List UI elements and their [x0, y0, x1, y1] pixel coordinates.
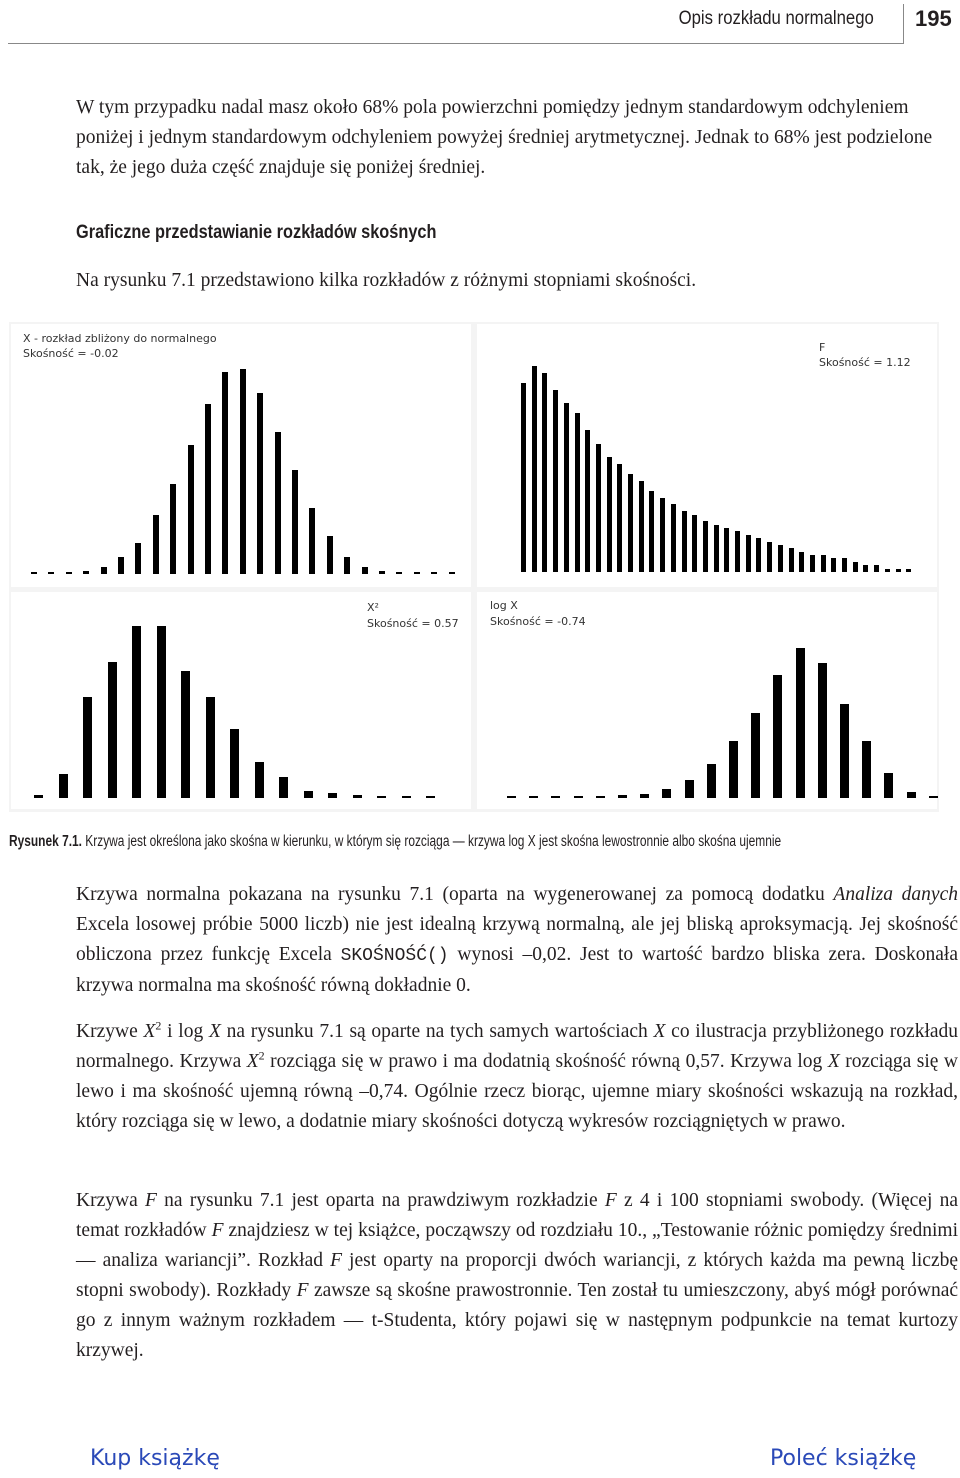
histogram-bar [896, 569, 901, 572]
histogram-bar [59, 774, 68, 798]
histogram-bar [402, 796, 411, 798]
histogram-bar [692, 515, 697, 572]
histogram-bar [205, 404, 211, 574]
histogram-bar [353, 795, 362, 798]
histogram-bar [773, 675, 782, 798]
histogram-bar [735, 531, 740, 572]
histogram-bar [574, 796, 583, 798]
histogram-bar [83, 571, 89, 574]
histogram-bar [818, 663, 827, 798]
histogram-bar [206, 697, 215, 798]
histogram-bar [118, 557, 124, 574]
histogram-bar [240, 369, 246, 574]
histogram-bar [507, 796, 516, 798]
histogram-bar [551, 796, 560, 798]
histogram-bar [66, 572, 72, 574]
histogram-bar [153, 515, 159, 574]
histogram-bar [135, 543, 141, 574]
histogram-bar [83, 697, 92, 798]
histogram-bar [132, 626, 141, 798]
chart-x2-panel [11, 592, 471, 809]
histogram-bar [542, 373, 547, 572]
histogram-bar [275, 432, 281, 574]
histogram-bar [662, 789, 671, 798]
histogram-bar [707, 764, 716, 799]
histogram-bar [618, 795, 627, 798]
histogram-bar [660, 498, 665, 572]
histogram-bar [344, 557, 350, 574]
histogram-bar [640, 794, 649, 799]
histogram-bar [831, 558, 836, 572]
histogram-bar [230, 729, 239, 798]
histogram-bar [799, 552, 804, 572]
histogram-bar [885, 569, 890, 572]
histogram-bar [327, 536, 333, 574]
histogram-bar [585, 430, 590, 572]
paragraph-normal-curve: Krzywa normalna pokazana na rysunku 7.1 (oparta na wygenerowanej za pomocą dodatku Analiza danych Excela losowej próbie 5000 liczb) nie jest idealną krzywą normalną, ale jej bliską aproksymacją. Jej skośność obliczona przez funkcję Excela SKOŚNOŚĆ() wynosi –0,02. Jest to wartość bardzo bliska zera. Doskonała krzywa normalna ma skośność równą dokładnie 0. [76, 884, 958, 996]
chart-normal-panel [11, 324, 471, 587]
histogram-bar [564, 403, 569, 572]
histogram-bar [840, 704, 849, 799]
histogram-bar [778, 545, 783, 572]
histogram-bar [414, 572, 420, 574]
histogram-bar [862, 741, 871, 798]
histogram-bar [521, 383, 526, 572]
histogram-bar [379, 571, 385, 574]
histogram-bar [714, 525, 719, 572]
histogram-bar [222, 372, 228, 574]
histogram-bar [596, 444, 601, 572]
chart-logx-skewness: Skośność = -0.74 [490, 615, 586, 628]
header-rule [8, 43, 903, 44]
paragraph-skew-curves: Krzywe $X^2$ i log X na rysunku 7.1 są oparte na tych samych wartościach X co ilustracja przybliżonego rozkładu normalnego. Krzywa $X^2$ rozciąga się w prawo i ma dodatnią skośność równą 0,57. Krzywa log X rozciąga się w lewo i ma skośność ujemną równą –0,74. Ogólnie rzecz biorąc, ujemne miary skośności wskazują na rozkład, który rozciąga się w lewo, a dodatnie miary skośności dotyczą wykresów rozciągniętych w prawo. [76, 1018, 959, 1132]
chart-normal-skewness: Skośność = -0.02 [23, 347, 119, 360]
running-title: Opis rozkładu normalnego [678, 8, 874, 29]
histogram-bar [362, 567, 368, 574]
histogram-bar [188, 445, 194, 574]
page-header [0, 0, 960, 45]
histogram-bar [884, 773, 893, 799]
histogram-bar [426, 796, 435, 798]
histogram-bar [181, 671, 190, 798]
caption-text: Krzywa jest określona jako skośna w kierunku, w którym się rozciąga — krzywa log X jest skośna lewostronnie albo skośna ujemnie [85, 833, 782, 850]
histogram-bar [671, 504, 676, 572]
histogram-bar [724, 528, 729, 572]
recommend-book-link[interactable]: Poleć książkę [770, 1446, 917, 1471]
histogram-bar [596, 796, 605, 798]
histogram-bar [449, 572, 455, 574]
histogram-bar [751, 713, 760, 799]
chart-x2-title: X² [367, 601, 379, 614]
histogram-bar [649, 491, 654, 572]
chart-normal-title: X - rozkład zbliżony do normalnego [23, 332, 217, 345]
histogram-bar [328, 793, 337, 798]
histogram-bar [874, 565, 879, 572]
histogram-bar [101, 567, 107, 574]
histogram-bar [767, 542, 772, 572]
histogram-bar [821, 555, 826, 572]
histogram-bar [31, 572, 37, 574]
histogram-bar [682, 511, 687, 572]
header-divider [903, 4, 904, 44]
histogram-bar [853, 562, 858, 572]
figure-7-1 [9, 322, 939, 812]
function-name: SKOŚNOŚĆ() [340, 946, 449, 966]
histogram-bar [292, 470, 298, 574]
histogram-bar [255, 762, 264, 798]
chart-logx-panel [477, 592, 937, 809]
histogram-bar [842, 558, 847, 572]
histogram-bar [907, 792, 916, 798]
histogram-bar [157, 626, 166, 798]
histogram-bar [746, 535, 751, 572]
chart-f-panel [477, 324, 937, 587]
histogram-bar [617, 464, 622, 572]
histogram-bar [529, 796, 538, 798]
buy-book-link[interactable]: Kup książkę [90, 1446, 220, 1471]
histogram-bar [396, 572, 402, 574]
histogram-bar [377, 796, 386, 798]
histogram-bar [553, 390, 558, 572]
section-heading: Graficzne przedstawianie rozkładów skośnych [76, 222, 437, 243]
page-number: 195 [915, 6, 952, 31]
chart-f-skewness: Skośność = 1.12 [819, 356, 911, 369]
histogram-bar [108, 662, 117, 798]
histogram-bar [257, 393, 263, 574]
chart-x2-skewness: Skośność = 0.57 [367, 617, 459, 630]
intro-paragraph: W tym przypadku nadal masz około 68% pola powierzchni pomiędzy jednym standardowym odchyleniem poniżej i jednym standardowym odchyleniem powyżej średniej arytmetycznej. Jednak to 68% jest podzielone tak, że jego duża część znajduje się poniżej średniej. [76, 97, 933, 178]
histogram-bar [170, 484, 176, 574]
histogram-bar [34, 795, 43, 798]
histogram-bar [756, 538, 761, 572]
histogram-bar [431, 572, 437, 574]
histogram-bar [279, 777, 288, 798]
histogram-bar [685, 780, 694, 798]
histogram-bar [628, 474, 633, 572]
histogram-bar [789, 548, 794, 572]
chart-f-title: F [819, 341, 826, 354]
histogram-bar [810, 555, 815, 572]
histogram-bar [796, 648, 805, 798]
histogram-bar [309, 508, 315, 574]
histogram-bar [639, 481, 644, 572]
histogram-bar [929, 796, 938, 798]
figure-caption [9, 833, 781, 851]
histogram-bar [304, 791, 313, 798]
figure-intro-paragraph: Na rysunku 7.1 przedstawiono kilka rozkładów z różnymi stopniami skośności. [76, 270, 697, 291]
histogram-bar [532, 366, 537, 572]
histogram-bar [575, 413, 580, 572]
histogram-bar [906, 569, 911, 572]
histogram-bar [729, 741, 738, 798]
histogram-bar [48, 572, 54, 574]
caption-label: Rysunek 7.1. [9, 833, 82, 850]
chart-logx-title: log X [490, 599, 518, 612]
paragraph-f-distribution: Krzywa F na rysunku 7.1 jest oparta na prawdziwym rozkładzie F z 4 i 100 stopniami swobody. (Więcej na temat rozkładów F znajdziesz w tej książce, począwszy od rozdziału 10., „Testowanie różnic pomiędzy średnimi — analiza wariancji”. Rozkład F jest oparty na proporcji dwóch wariancji, z których każda ma pewną liczbę stopni swobody). Rozkłady F zawsze są skośne prawostronnie. Ten został tu umieszczony, abyś mógł porównać go z innym ważnym rozkładem — t-Studenta, który pojawi się w następnym podpunkcie na temat kurtozy krzywej. [76, 1190, 959, 1361]
histogram-bar [703, 521, 708, 572]
histogram-bar [607, 457, 612, 572]
histogram-bar [863, 565, 868, 572]
